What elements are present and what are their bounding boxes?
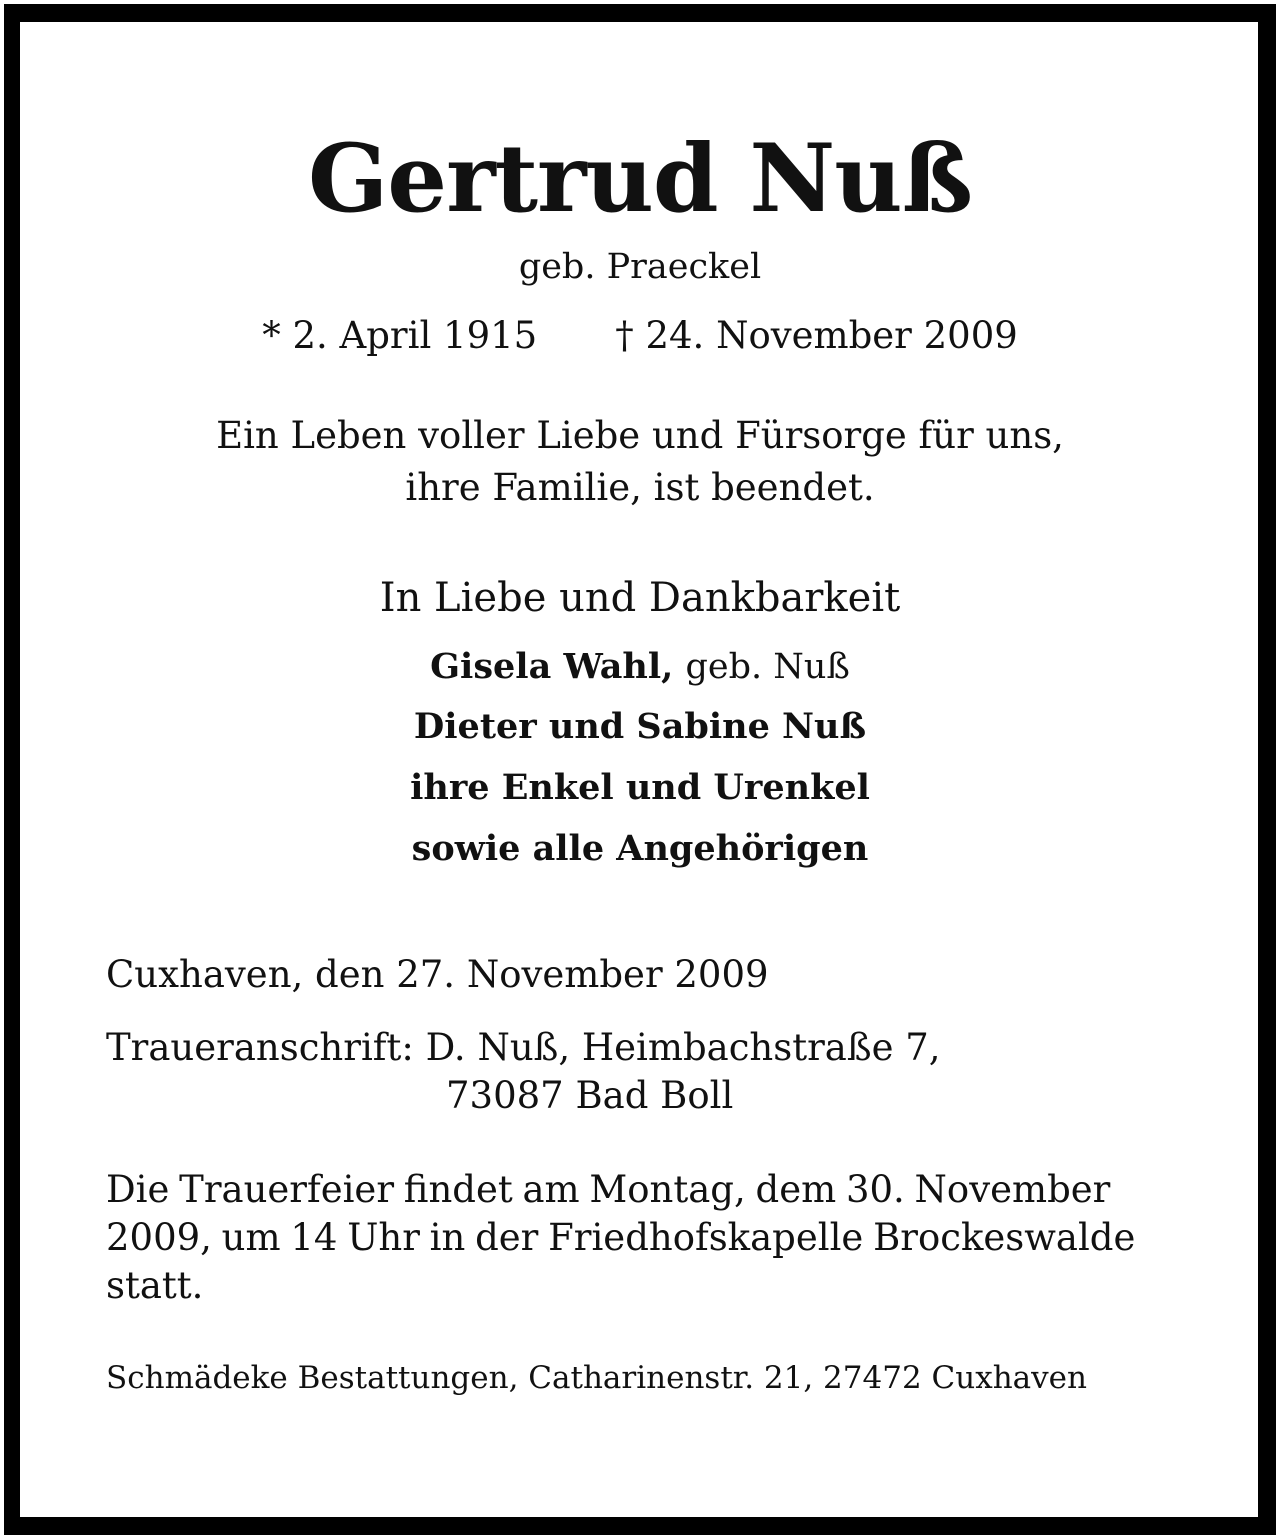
mourner-3: ihre Enkel und Urenkel [410,767,870,808]
deceased-name: Gertrud Nuß [307,124,973,234]
mourner-1-name: Gisela Wahl, [430,646,674,687]
mourning-address: Traueranschrift: D. Nuß, Heimbachstraße 7, [106,1026,941,1069]
mourner-1 [0,646,1280,688]
motto [0,410,1280,514]
mourner-4: sowie alle Angehörigen [411,828,869,869]
mourner-1-maiden: geb. Nuß [685,647,850,687]
life-dates [0,314,1280,358]
mourning-address-city: 73087 Bad Boll [446,1074,734,1117]
service-info: Die Trauerfeier findet am Montag, dem 30. November 2009, um 14 Uhr in der Friedhofskapelle Brockeswalde statt. [106,1168,1136,1307]
maiden-name: geb. Praeckel [518,247,762,287]
funeral-home: Schmädeke Bestattungen, Catharinenstr. 21, 27472 Cuxhaven [106,1360,1087,1396]
motto-line-2: ihre Familie, ist beendet. [405,465,875,509]
mourner-2: Dieter und Sabine Nuß [413,706,867,747]
death-date: † 24. November 2009 [615,314,1018,357]
gratitude-line: In Liebe und Dankbarkeit [379,575,901,621]
motto-line-1: Ein Leben voller Liebe und Fürsorge für uns, [216,414,1064,457]
birth-date: * 2. April 1915 [262,314,538,357]
place-date: Cuxhaven, den 27. November 2009 [106,953,769,996]
